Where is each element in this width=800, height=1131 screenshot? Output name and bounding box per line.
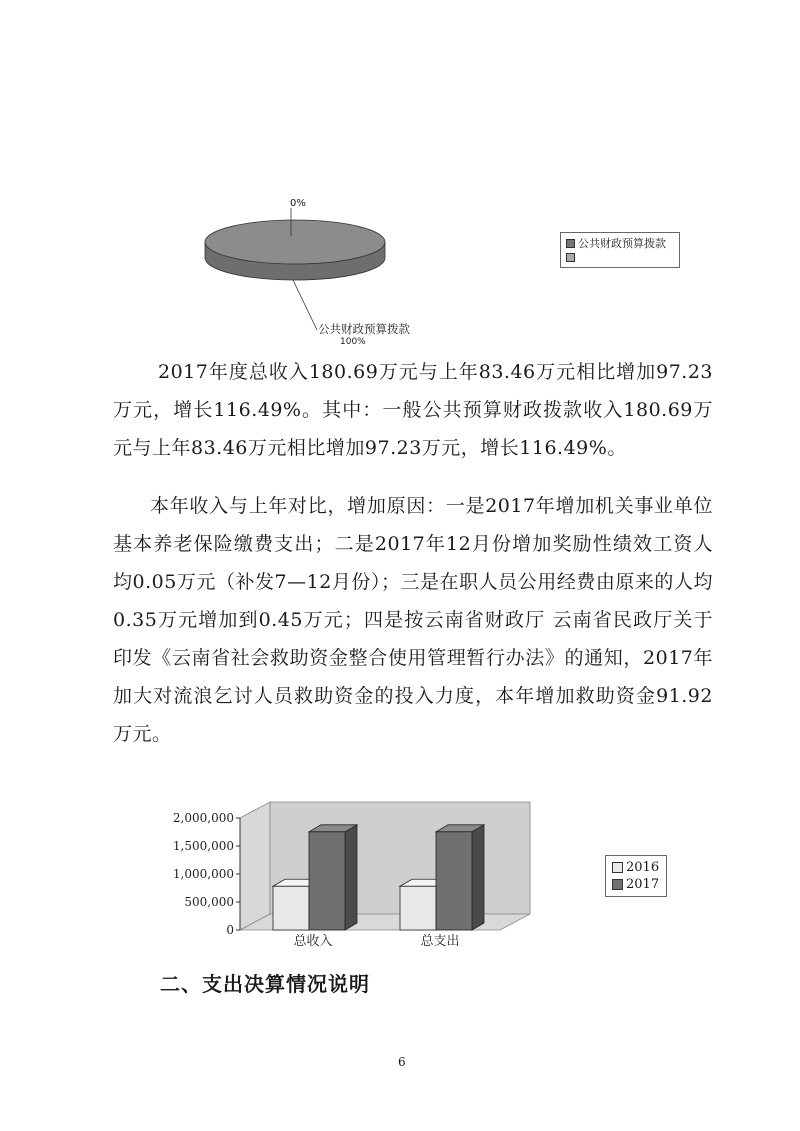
chart-side-wall bbox=[240, 802, 270, 930]
pie-slice-label-truncated: 100% bbox=[340, 337, 366, 347]
pie-legend-label: 公共财政预算拨款 bbox=[578, 237, 666, 250]
bar-legend bbox=[605, 855, 667, 897]
y-tick-label: 2,000,000 bbox=[172, 811, 234, 825]
section-heading: 二、支出决算情况说明 bbox=[160, 972, 370, 996]
bar-legend-label: 2016 bbox=[626, 860, 660, 875]
legend-swatch-icon bbox=[612, 879, 623, 890]
y-tick-label: 500,000 bbox=[184, 895, 234, 909]
bar-legend-item bbox=[612, 876, 660, 893]
bar-chart-graphic bbox=[150, 790, 670, 955]
bar-legend-label: 2017 bbox=[626, 877, 660, 892]
bar-side bbox=[472, 825, 484, 930]
pie-legend-item bbox=[566, 250, 674, 264]
pie-percent-label: 0% bbox=[290, 198, 306, 209]
bar-legend-item bbox=[612, 859, 660, 876]
y-tick-label: 0 bbox=[226, 923, 234, 937]
paragraph-income-reasons: 本年收入与上年对比，增加原因：一是2017年增加机关事业单位基本养老保险缴费支出；二是2017年12月份增加奖励性绩效工资人均0.05万元（补发7—12月份）；三是在职人员公用经费由原来的人均0.35万元增加到0.45万元；四是按云南省财政厅 云南省民政厅关于印发《云南省社会救助资金整合使用管理暂行办法》的通知，2017年加大对流浪乞讨人员救助资金的投入力度，本年增加救助资金91.92万元。 bbox=[113, 495, 713, 745]
pie-legend-item bbox=[566, 236, 674, 250]
pie-slice-top bbox=[205, 220, 385, 264]
x-category-label: 总支出 bbox=[420, 934, 460, 949]
y-tick-label: 1,500,000 bbox=[172, 839, 234, 853]
legend-swatch-icon bbox=[566, 239, 575, 248]
legend-swatch-icon bbox=[612, 862, 623, 873]
bar-side bbox=[345, 825, 357, 930]
bar bbox=[400, 886, 436, 930]
bar bbox=[309, 832, 345, 930]
pie-legend bbox=[560, 232, 680, 268]
bar bbox=[273, 886, 309, 930]
legend-swatch-icon bbox=[566, 253, 575, 262]
pie-slice-leader bbox=[293, 280, 317, 330]
x-category-label: 总收入 bbox=[293, 934, 333, 949]
bar bbox=[436, 832, 472, 930]
pie-slice-label: 公共财政预算拨款 bbox=[318, 322, 410, 336]
y-tick-label: 1,000,000 bbox=[172, 867, 234, 881]
paragraph-income-summary: 2017年度总收入180.69万元与上年83.46万元相比增加97.23万元，增长116.49%。其中：一般公共预算财政拨款收入180.69万元与上年83.46万元相比增加97.23万元，增长116.49%。 bbox=[113, 361, 713, 459]
page-number: 6 bbox=[398, 1055, 406, 1069]
